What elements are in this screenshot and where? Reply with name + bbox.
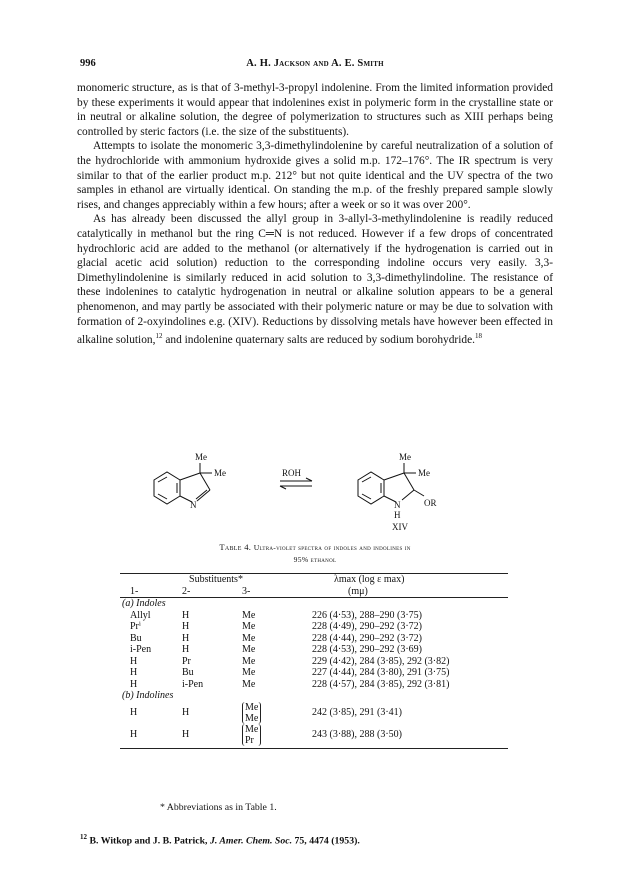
header-substituents: Substituents* [120, 574, 312, 586]
table-caption-line-2: 95% ethanol [293, 555, 337, 564]
header-lambda: λmax (log ε max) [312, 574, 508, 586]
paragraph-1: monomeric structure, as is that of 3-methyl-3-propyl indolenine. From the limited information provided by these experiments it would appear that indolenines exist in polymeric form in the crystalline state or in neutral or alkaline solution, the degree of polymerization to structures such as XIII perhaps being controlled by steric factors (i.e. the size of the substituents). [77, 82, 553, 138]
right-h: H [394, 510, 401, 520]
cell-s3b: Pr [245, 734, 254, 746]
cell-s3a: Me [245, 723, 259, 735]
table-caption [120, 541, 510, 566]
reference-marker: 12 [80, 833, 87, 841]
table-row [120, 724, 508, 749]
page-number: 996 [80, 58, 96, 69]
cell-s3 [242, 724, 312, 749]
cell-uv: 242 (3·85), 291 (3·41) [312, 707, 402, 718]
cell-s1: H [130, 678, 138, 690]
cell-s3: Me [242, 678, 256, 690]
cell-uv: 227 (4·44), 284 (3·80), 291 (3·75) [312, 667, 450, 679]
equilibrium-arrows [280, 478, 312, 489]
cell-s3: Me [242, 632, 256, 644]
header-pos-2: 2- [182, 586, 242, 598]
cell-s1: i-Pen [130, 644, 152, 656]
cell-s3a: Me [245, 701, 259, 713]
cell-s2: Bu [182, 667, 194, 679]
cell-s3 [242, 702, 312, 724]
section-indoles: (a) Indoles [122, 598, 166, 610]
cell-s1: Allyl [130, 609, 151, 621]
cell-s2: H [182, 632, 190, 644]
arrow-label: ROH [282, 468, 302, 478]
cell-s1: H [130, 667, 138, 679]
cell-uv: 243 (3·88), 288 (3·50) [312, 724, 508, 749]
header-pos-3: 3- [242, 586, 312, 598]
running-title: A. H. Jackson and A. E. Smith [246, 58, 384, 69]
table-title: Ultra-violet spectra of indoles and indolines in [253, 543, 411, 552]
cell-uv: 228 (4·49), 290–292 (3·72) [312, 621, 422, 633]
cell-uv: 228 (4·44), 290–292 (3·72) [312, 632, 422, 644]
cell-s2: H [182, 609, 190, 621]
reference-marker-18: 18 [474, 332, 482, 341]
cell-uv: 228 (4·53), 290–292 (3·69) [312, 644, 422, 656]
reference-marker-12: 12 [155, 332, 163, 341]
cell-s3: Me [242, 644, 256, 656]
cell-s3: Me [242, 655, 256, 667]
cell-uv: 228 (4·57), 284 (3·85), 292 (3·81) [312, 678, 450, 690]
right-me-top: Me [399, 452, 411, 462]
left-n: N [190, 500, 197, 510]
right-n: N [394, 500, 401, 510]
paragraph-3 [77, 212, 553, 347]
right-me-side: Me [418, 468, 430, 478]
cell-s3b: Me [245, 712, 259, 724]
cell-s2: H [182, 621, 190, 633]
table-row [120, 667, 508, 679]
cell-s1: H [130, 707, 138, 718]
paragraph-3-text-end: and indolenine quaternary salts are reduced by sodium borohydride. [162, 333, 475, 346]
cell-s3: Me [242, 621, 256, 633]
reference-journal: J. Amer. Chem. Soc. [209, 835, 293, 847]
right-or: OR [424, 498, 437, 508]
reaction-scheme-drawing [140, 450, 480, 532]
cell-s2: H [182, 644, 190, 656]
table-row [120, 621, 508, 633]
header-pos-1: 1- [120, 586, 182, 598]
reference-details: 75, 4474 (1953). [292, 835, 360, 847]
left-me-top: Me [195, 452, 207, 462]
table-row [120, 702, 508, 724]
table-footnote: * Abbreviations as in Table 1. [160, 802, 277, 813]
substituent-bracket [242, 724, 261, 746]
running-head [80, 58, 550, 74]
table-number: Table 4. [219, 542, 252, 552]
cell-uv: 226 (4·53), 288–290 (3·75) [312, 609, 422, 621]
cell-s2: Pr [182, 655, 191, 667]
table-row [120, 644, 508, 656]
cell-s1: H [120, 724, 182, 749]
left-me-side: Me [214, 468, 226, 478]
cell-s2: i-Pen [182, 678, 204, 690]
table-row [120, 610, 508, 622]
cell-s3: Me [242, 609, 256, 621]
reaction-scheme [140, 450, 480, 532]
cell-s2: H [182, 707, 190, 718]
reference-authors: B. Witkop and J. B. Patrick, [87, 835, 210, 847]
compound-label: XIV [392, 522, 408, 532]
table-row [120, 656, 508, 668]
table-row [120, 633, 508, 645]
indolenine-structure [154, 463, 212, 504]
paragraph-3-text: As has already been discussed the allyl group in 3-allyl-3-methylindolenine is readily reduced catalytically in methanol but the ring C═N is not reduced. However if a few drops of concentrated hydrochloric acid are added to the methanol (or alternatively if the hydrogenation is carried out in glacial acetic acid solution) reduction to the corresponding indoline occurs very easily. 3,3-Dimethylindolenine is similarly reduced in acid solution to 3,3-dimethylindoline. The resistance of these indolenines to catalytic hydrogenation in neutral or alkaline solution appears to be a general phenomenon, and may partly be associated with their polymeric nature or may be due to solvation with formation of 2-oxyindolines e.g. (XIV). Reductions by dissolving metals have however been effected in alkaline solution, [77, 213, 553, 346]
cell-s1: H [130, 655, 138, 667]
cell-s2: H [182, 724, 242, 749]
cell-s1: Bu [130, 632, 142, 644]
body-text [77, 81, 553, 347]
header-units: (mμ) [312, 586, 508, 598]
cell-s1: Prⁱ [130, 621, 141, 633]
cell-s3: Me [242, 667, 256, 679]
section-indolines: (b) Indolines [122, 690, 174, 702]
oxyindoline-structure [358, 463, 424, 504]
cell-uv: 229 (4·42), 284 (3·85), 292 (3·82) [312, 655, 450, 667]
uv-spectra-table [120, 573, 508, 749]
table-caption-line-1 [120, 541, 510, 554]
reference-footnote [80, 833, 360, 846]
table-row [120, 679, 508, 691]
paragraph-2: Attempts to isolate the monomeric 3,3-dimethylindolenine by careful neutralization of a solution of the hydrochloride with ammonium hydroxide gives a solid m.p. 172–176°. The IR spectrum is very similar to that of the earlier product m.p. 212° but not quite identical and the UV spectra of the two samples in ethanol are virtually identical. On standing the m.p. of the freshly prepared sample slowly rises, and changes appreciably within a few hours; after a week or so it was over 200°. [77, 140, 553, 211]
substituent-bracket [242, 702, 261, 724]
